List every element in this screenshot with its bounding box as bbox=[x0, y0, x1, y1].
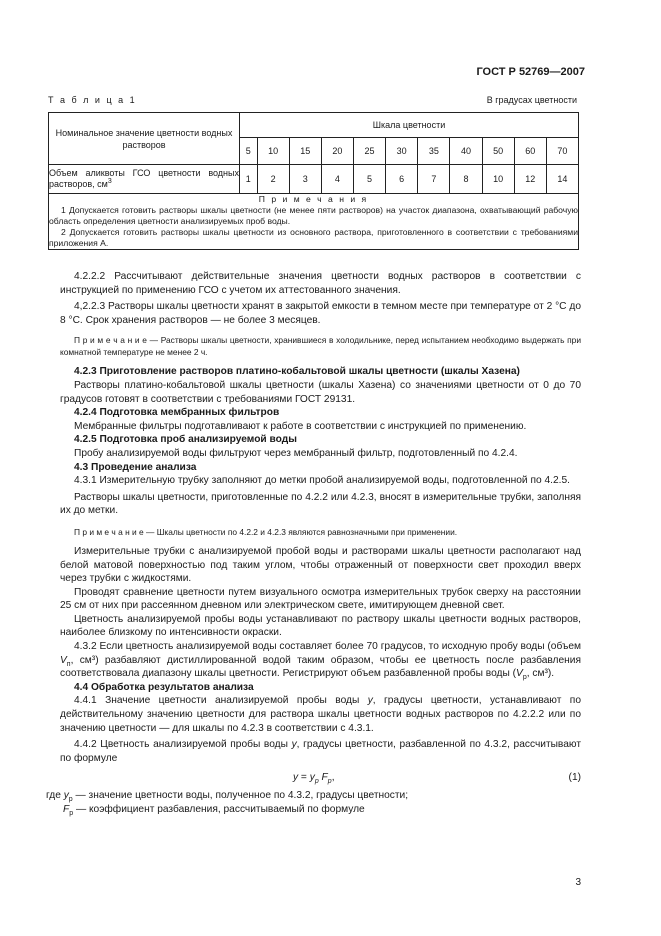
where-var-y: у bbox=[63, 790, 69, 802]
p432-sub-r: р bbox=[522, 674, 527, 682]
paragraph-4-2-5: Пробу анализируемой воды фильтруют через мембранный фильтр, подготовленный по 4.2.4. bbox=[74, 447, 518, 459]
aliquot-value: 10 bbox=[482, 165, 514, 194]
where-var-y-sub: р bbox=[68, 796, 73, 804]
heading-4-2-4: 4.2.4 Подготовка мембранных фильтров bbox=[74, 407, 280, 419]
formula-yp: у bbox=[309, 772, 315, 784]
p442-var-y: у bbox=[291, 739, 297, 751]
name-header-cell: Номинальное значение цветности водных растворов bbox=[49, 113, 240, 165]
body-text bbox=[46, 270, 581, 818]
heading-4-4: 4.4 Обработка результатов анализа bbox=[74, 681, 254, 693]
table-note-1: 1 Допускается готовить растворы шкалы цветности (не менее пяти растворов) на участок диапазона, охватывающий рабочую область определения цветности анализируемых проб воды. bbox=[49, 205, 578, 226]
scale-value: 10 bbox=[257, 138, 289, 165]
formula-fp: F bbox=[318, 772, 328, 784]
p441-var-y: у bbox=[367, 695, 373, 707]
document-code: ГОСТ Р 52769—2007 bbox=[476, 66, 585, 78]
table-unit: В градусах цветности bbox=[486, 95, 577, 105]
aliquot-value: 8 bbox=[450, 165, 482, 194]
p432-var-v: V bbox=[60, 654, 67, 666]
notes-title: П р и м е ч а н и я bbox=[258, 194, 369, 204]
paragraph-4-4-1 bbox=[60, 694, 581, 735]
scale-value: 60 bbox=[514, 138, 546, 165]
paragraph-4-2-2-2: 4.2.2.2 Рассчитывают действительные значения цветности водных растворов в соответствии с инструкцией по применению ГСО с учетом их аттестованного значения. bbox=[60, 271, 581, 296]
aliquot-row-label bbox=[49, 165, 240, 194]
scale-header-cell: Шкала цветности bbox=[240, 113, 579, 138]
aliquot-value: 6 bbox=[386, 165, 418, 194]
paragraph-4-3-1: 4.3.1 Измерительную трубку заполняют до метки пробой анализируемой воды, подготовленной по 4.2.5. bbox=[74, 475, 570, 487]
scale-value: 35 bbox=[418, 138, 450, 165]
heading-4-2-5: 4.2.5 Подготовка проб анализируемой воды bbox=[74, 434, 297, 446]
scale-value: 20 bbox=[321, 138, 353, 165]
aliquot-value: 12 bbox=[514, 165, 546, 194]
table-caption: Т а б л и ц а 1 bbox=[48, 95, 137, 105]
aliquot-value: 5 bbox=[353, 165, 385, 194]
p432-sub-n: п bbox=[66, 660, 71, 668]
aliquot-value: 7 bbox=[418, 165, 450, 194]
formula-fp-sub: р bbox=[327, 778, 332, 786]
scale-value: 30 bbox=[386, 138, 418, 165]
formula-1 bbox=[60, 771, 581, 786]
p442-part-a: 4.4.2 Цветность анализируемой пробы воды bbox=[74, 739, 292, 751]
where-y bbox=[46, 789, 581, 804]
paragraph-tubes: Измерительные трубки с анализируемой пробой воды и растворами шкалы цветности располагают над белой матовой поверхностью под таким углом, чтобы отраженный от поверхности свет проходил вверх через трубки с жидкостями. bbox=[60, 545, 581, 585]
p441-part-a: 4.4.1 Значение цветности анализируемой пробы воды bbox=[74, 695, 368, 707]
p432-part-a: 4.3.2 Если цветность анализируемой воды составляет более 70 градусов, то исходную пробу воды (объем bbox=[74, 641, 581, 653]
scale-value: 70 bbox=[546, 138, 578, 165]
aliquot-value: 2 bbox=[257, 165, 289, 194]
heading-4-2-3: 4.2.3 Приготовление растворов платино-кобальтовой шкалы цветности (шкалы Хазена) bbox=[74, 366, 520, 378]
where-var-f-sub: р bbox=[69, 810, 74, 818]
where-f bbox=[63, 803, 581, 817]
aliquot-value: 3 bbox=[289, 165, 321, 194]
p432-part-b: , см³) разбавляют дистиллированной водой таким образом, чтобы ее цветность после разбавления соответствовала диапазону шкалы цветности. Регистрируют объем разбавленной пробы воды ( bbox=[60, 654, 581, 680]
paragraph-set: Цветность анализируемой пробы воды устанавливают по раствору шкалы цветности водных растворов, наиболее близкому по интенсивности окраски. bbox=[60, 613, 581, 639]
aliquot-value: 4 bbox=[321, 165, 353, 194]
aliquot-label-sup: 3 bbox=[107, 178, 112, 185]
note-equivalence: П р и м е ч а н и е — Шкалы цветности по 4.2.2 и 4.2.3 являются равнозначными при применении. bbox=[74, 526, 458, 537]
scale-value: 50 bbox=[482, 138, 514, 165]
page-number: 3 bbox=[575, 877, 581, 888]
formula-eq: = bbox=[298, 772, 310, 784]
formula-number: (1) bbox=[568, 772, 581, 784]
scale-value: 5 bbox=[240, 138, 258, 165]
where-f-desc: — коэффициент разбавления, рассчитываемый по формуле bbox=[73, 804, 365, 815]
formula-yp-sub: р bbox=[314, 778, 319, 786]
where-var-f: F bbox=[63, 804, 70, 815]
notes-body bbox=[49, 205, 578, 249]
aliquot-label-text: Объем аликвоты ГСО цветности водных растворов, см bbox=[49, 168, 239, 189]
heading-4-3: 4.3 Проведение анализа bbox=[74, 461, 197, 473]
formula-y: у bbox=[293, 772, 299, 784]
scale-value: 40 bbox=[450, 138, 482, 165]
formula-end: , bbox=[331, 772, 335, 784]
scale-value: 15 bbox=[289, 138, 321, 165]
note-storage: П р и м е ч а н и е — Растворы шкалы цветности, хранившиеся в холодильнике, перед испытанием необходимо выдержать при комнатной температуре не менее 2 ч. bbox=[60, 335, 581, 358]
table-note-2: 2 Допускается готовить растворы шкалы цветности из основного раствора, приготовленного в соответствии с требованиями приложения А. bbox=[49, 227, 578, 248]
aliquot-row bbox=[49, 165, 579, 194]
color-scale-table bbox=[48, 112, 579, 250]
p442-part-b: , градусы цветности, разбавленной по 4.3.2, рассчитывают по формуле bbox=[60, 739, 581, 764]
paragraph-4-2-2-3: 4,2.2.3 Растворы шкалы цветности хранят в закрытой емкости в темном месте при температуре от 2 °С до 8 °С. Срок хранения растворов — не более 3 месяцев. bbox=[60, 301, 581, 326]
paragraph-4-3-2 bbox=[60, 640, 581, 681]
table-notes bbox=[49, 194, 579, 250]
p441-part-b: , градусы цветности, устанавливают по действительному значению цветности для раствора шкалы цветности водных растворов по 4.2.2.2 или по значению цветности — для шкалы по 4.2.3 в соответствии с 4.3.1. bbox=[60, 695, 581, 734]
paragraph-4-2-3: Растворы платино-кобальтовой шкалы цветности (шкалы Хазена) со значениями цветности от 0 до 70 градусов готовят в соответствии с требованиями ГОСТ 29131. bbox=[60, 379, 581, 405]
formula-expression bbox=[293, 771, 335, 785]
paragraph-compare: Проводят сравнение цветности путем визуального осмотра измерительных трубок сверху на расстоянии 25 см от них при рассеянном дневном или электрическом свете, имитирующем дневной свет. bbox=[60, 586, 581, 612]
paragraph-4-2-4: Мембранные фильтры подготавливают к работе в соответствии с инструкцией по применению. bbox=[74, 420, 527, 432]
scale-value: 25 bbox=[353, 138, 385, 165]
p432-part-c: , см³). bbox=[526, 668, 555, 680]
aliquot-value: 1 bbox=[240, 165, 258, 194]
paragraph-4-4-2 bbox=[60, 738, 581, 765]
aliquot-value: 14 bbox=[546, 165, 578, 194]
where-y-desc: — значение цветности воды, полученное по 4.3.2, градусы цветности; bbox=[72, 790, 409, 802]
where-prefix: где bbox=[46, 790, 64, 802]
paragraph-4-3-1-b: Растворы шкалы цветности, приготовленные по 4.2.2 или 4.2.3, вносят в измерительные трубки, заполняя их до метки. bbox=[60, 491, 581, 517]
p432-var-v2: V bbox=[516, 668, 523, 680]
